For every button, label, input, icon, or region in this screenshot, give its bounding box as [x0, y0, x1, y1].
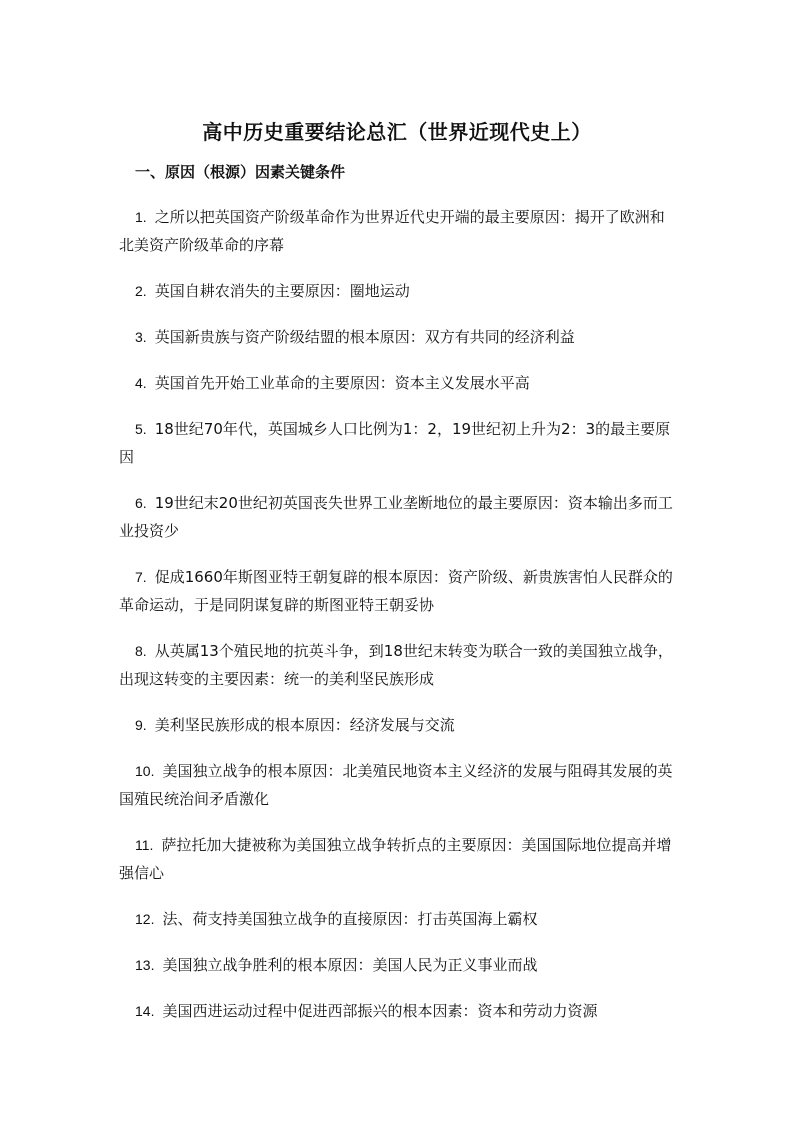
list-item — [119, 711, 679, 739]
item-number: 10. — [135, 763, 155, 779]
list-item — [119, 905, 679, 933]
item-text: 美国独立战争的根本原因：北美殖民地资本主义经济的发展与阻碍其发展的英国殖民统治间矛盾激化 — [119, 762, 673, 808]
item-number: 14. — [135, 1003, 155, 1019]
item-text: 英国新贵族与资产阶级结盟的根本原因：双方有共同的经济利益 — [154, 328, 575, 346]
list-item — [119, 203, 679, 259]
item-number: 4. — [135, 375, 147, 391]
list-item — [119, 415, 679, 471]
list-item — [119, 489, 679, 545]
item-number: 6. — [135, 495, 147, 511]
item-number: 7. — [135, 569, 147, 585]
item-text: 美利坚民族形成的根本原因：经济发展与交流 — [154, 716, 455, 734]
item-number: 5. — [135, 421, 147, 437]
item-number: 3. — [135, 329, 147, 345]
list-item — [119, 277, 679, 305]
item-number: 2. — [135, 283, 147, 299]
list-item — [119, 757, 679, 813]
item-text: 18世纪70年代，英国城乡人口比例为1：2，19世纪初上升为2：3的最主要原因 — [119, 420, 671, 466]
list-item — [119, 563, 679, 619]
list-item — [119, 637, 679, 693]
item-text: 之所以把英国资产阶级革命作为世界近代史开端的最主要原因：揭开了欧洲和北美资产阶级革命的序幕 — [119, 208, 665, 254]
item-text: 19世纪末20世纪初英国丧失世界工业垄断地位的最主要原因：资本输出多而工业投资少 — [119, 494, 673, 540]
list-item — [119, 997, 679, 1025]
item-text: 美国西进运动过程中促进西部振兴的根本因素：资本和劳动力资源 — [162, 1002, 598, 1020]
item-text: 英国首先开始工业革命的主要原因：资本主义发展水平高 — [154, 374, 530, 392]
item-number: 1. — [135, 209, 147, 225]
list-item — [119, 369, 679, 397]
item-text: 促成1660年斯图亚特王朝复辟的根本原因：资产阶级、新贵族害怕人民群众的革命运动，于是同阴谋复辟的斯图亚特王朝妥协 — [119, 568, 673, 614]
item-text: 从英属13个殖民地的抗英斗争，到18世纪末转变为联合一致的美国独立战争，出现这转变的主要因素：统一的美利坚民族形成 — [119, 642, 673, 688]
item-text: 法、荷支持美国独立战争的直接原因：打击英国海上霸权 — [162, 910, 538, 928]
page-title: 高中历史重要结论总汇（世界近现代史上） — [202, 120, 592, 144]
item-number: 9. — [135, 717, 147, 733]
conclusion-list — [119, 203, 679, 1043]
item-number: 12. — [135, 911, 155, 927]
item-text: 美国独立战争胜利的根本原因：美国人民为正义事业而战 — [162, 956, 538, 974]
section-heading: 一、原因（根源）因素关键条件 — [135, 163, 346, 181]
item-number: 11. — [135, 837, 154, 853]
list-item — [119, 323, 679, 351]
list-item — [119, 831, 679, 887]
list-item — [119, 951, 679, 979]
item-text: 萨拉托加大捷被称为美国独立战争转折点的主要原因：美国国际地位提高并增强信心 — [119, 836, 672, 882]
item-number: 13. — [135, 957, 155, 973]
item-number: 8. — [135, 643, 147, 659]
item-text: 英国自耕农消失的主要原因：圈地运动 — [154, 282, 410, 300]
